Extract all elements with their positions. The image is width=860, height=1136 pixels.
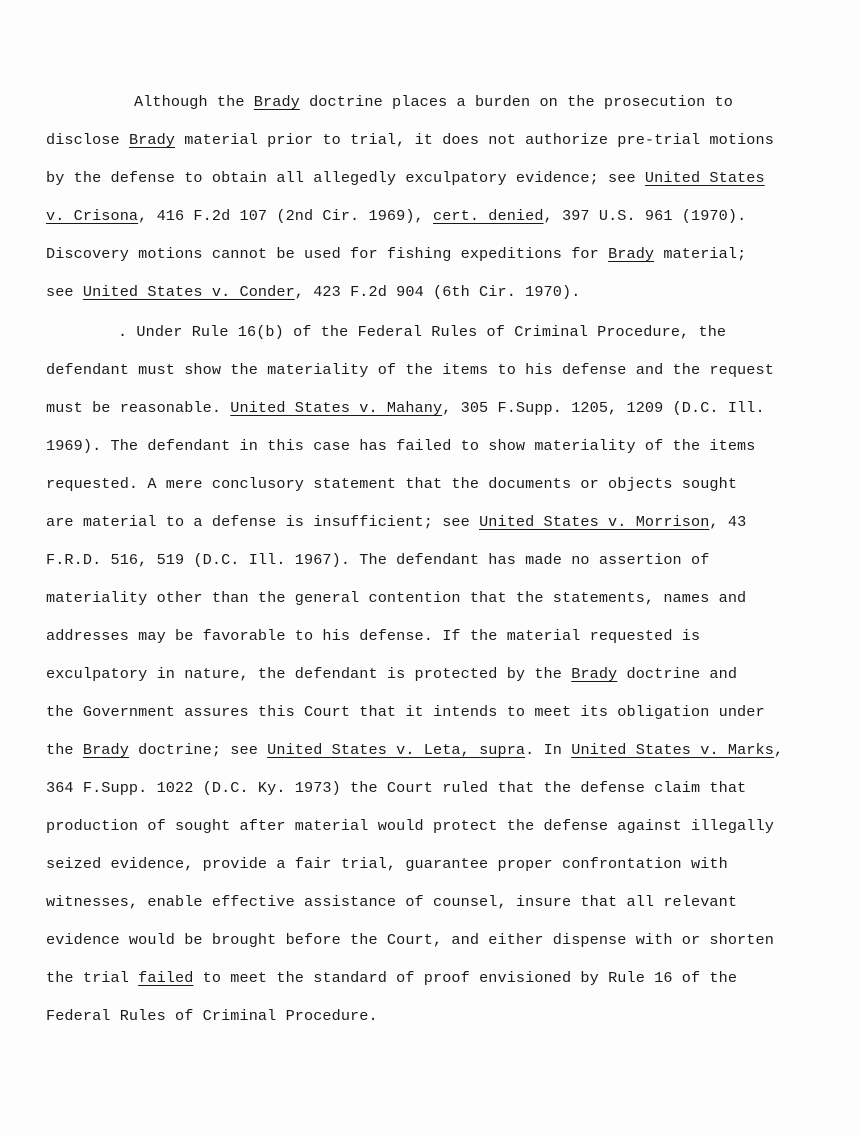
underlined-citation: United States [644,169,765,187]
text-segment: the Government assures this Court that it intends to meet its obligation under [46,703,765,721]
text-segment: doctrine and [617,665,738,683]
text-segment: . In [525,741,572,759]
text-line [46,121,836,159]
text-line [46,731,836,769]
text-segment: by the defense to obtain all allegedly exculpatory evidence; see [46,169,645,187]
text-segment: doctrine; see [128,741,268,759]
text-segment: requested. A mere conclusory statement that the documents or objects sought [46,475,738,493]
text-line [46,351,836,389]
text-segment: seized evidence, provide a fair trial, guarantee proper confrontation with [46,855,728,873]
paragraph-rule-16 [46,313,836,1035]
text-line [46,427,836,465]
text-line [46,465,836,503]
text-segment: , 305 F.Supp. 1205, 1209 (D.C. Ill. [442,399,765,417]
text-line [46,921,836,959]
text-segment: witnesses, enable effective assistance of counsel, insure that all relevant [46,893,738,911]
text-segment: , 423 F.2d 904 (6th Cir. 1970). [294,283,581,301]
text-line [46,273,836,311]
text-segment: are material to a defense is insufficient; see [46,513,480,531]
underlined-citation: United States v. Leta, supra [267,741,526,759]
text-segment: evidence would be brought before the Court, and either dispense with or shorten [46,931,774,949]
text-line [46,845,836,883]
text-segment: , [773,741,784,759]
text-segment: materiality other than the general contention that the statements, names and [46,589,747,607]
text-segment: Federal Rules of Criminal Procedure. [46,1007,378,1025]
underlined-citation: Brady [571,665,618,683]
text-segment: , 397 U.S. 961 (1970). [543,207,747,225]
underlined-citation: Brady [82,741,129,759]
underlined-citation: Brady [608,245,655,263]
text-line [46,997,836,1035]
text-segment: see [46,283,83,301]
underlined-citation: Brady [128,131,176,149]
text-line [46,655,836,693]
underlined-citation: United States v. Conder [82,283,295,301]
text-line [46,769,836,807]
text-line [46,197,836,235]
text-line [46,959,836,997]
text-segment: production of sought after material would protect the defense against illegally [46,817,774,835]
text-segment: disclose [46,131,129,149]
text-line [46,807,836,845]
text-segment: addresses may be favorable to his defense. If the material requested is [46,627,701,645]
text-line [46,83,836,121]
underlined-citation: United States v. Marks [571,741,774,759]
text-segment: Discovery motions cannot be used for fishing expeditions for [46,245,609,263]
underlined-citation: United States v. Morrison [479,513,710,531]
text-segment: material prior to trial, it does not authorize pre-trial motions [175,131,774,149]
text-segment: the trial [46,969,139,987]
text-segment: F.R.D. 516, 519 (D.C. Ill. 1967). The defendant has made no assertion of [46,551,710,569]
text-segment: , 416 F.2d 107 (2nd Cir. 1969), [138,207,433,225]
underlined-citation: Brady [253,93,300,111]
text-segment: material; [654,245,747,263]
underlined-citation: United States v. Mahany [230,399,443,417]
text-segment: 364 F.Supp. 1022 (D.C. Ky. 1973) the Court ruled that the defense claim that [46,779,747,797]
text-segment: , 43 [709,513,747,531]
text-segment: doctrine places a burden on the prosecution to [299,93,733,111]
text-line [46,883,836,921]
text-line [46,617,836,655]
paragraph-brady-doctrine [46,83,836,311]
underlined-citation: failed [138,969,194,987]
text-line [46,503,836,541]
text-segment: defendant must show the materiality of the items to his defense and the request [46,361,774,379]
text-segment: the [46,741,83,759]
text-segment: exculpatory in nature, the defendant is protected by the [46,665,572,683]
text-line [46,389,836,427]
text-line [46,693,836,731]
text-line [46,313,836,351]
text-segment: Although the [134,93,254,111]
text-segment: must be reasonable. [46,399,231,417]
text-segment: 1969). The defendant in this case has failed to show materiality of the items [46,437,756,455]
text-line [46,159,836,197]
underlined-citation: cert. denied [433,207,544,225]
text-segment: . Under Rule 16(b) of the Federal Rules of Criminal Procedure, the [118,323,727,341]
underlined-citation: v. Crisona [46,207,139,225]
text-segment: to meet the standard of proof envisioned by Rule 16 of the [193,969,738,987]
text-line [46,579,836,617]
text-line [46,541,836,579]
text-line [46,235,836,273]
